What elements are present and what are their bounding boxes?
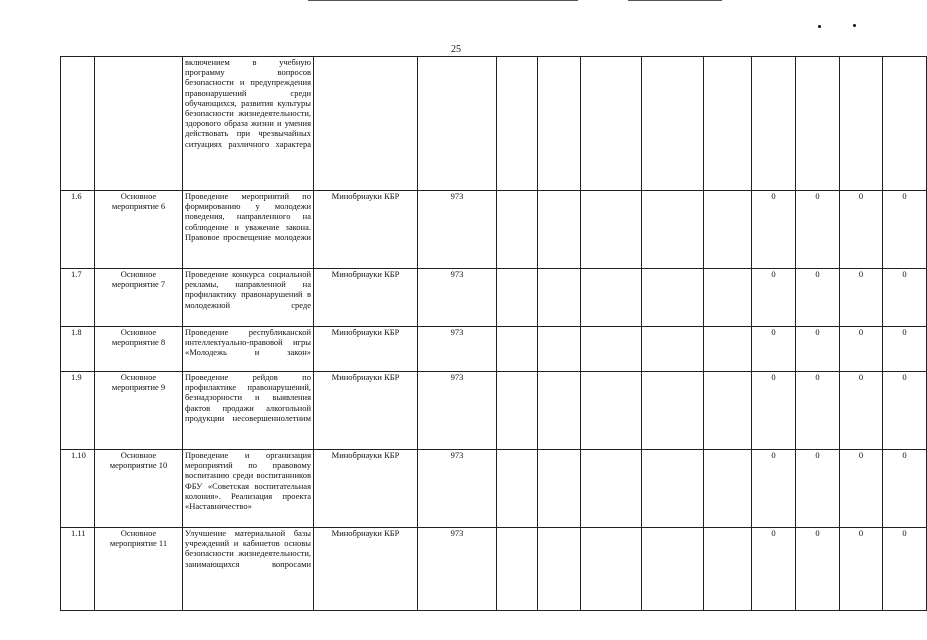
description-cell: включением в учебную программу вопросов безопасности и предупреждения правонарушений среди обучающихся, развития культуры безопасности жизнедеятельности, здорового образа жизни и умения действовать при чрезвычайных ситуациях различного характера — [183, 57, 314, 191]
event-cell: Основное мероприятие 10 — [95, 450, 183, 528]
empty-cell — [497, 191, 538, 269]
event-cell: Основное мероприятие 11 — [95, 528, 183, 611]
scan-dot — [853, 24, 856, 27]
empty-cell — [704, 57, 752, 191]
table-row — [61, 450, 927, 528]
row-number-cell: 1.9 — [61, 372, 95, 450]
table-row — [61, 327, 927, 372]
responsible-cell: Минобрнауки КБР — [314, 450, 418, 528]
empty-cell — [704, 450, 752, 528]
row-number-cell: 1.11 — [61, 528, 95, 611]
row-number-cell: 1.8 — [61, 327, 95, 372]
value-cell: 0 — [883, 269, 927, 327]
code-cell: 973 — [418, 372, 497, 450]
value-cell: 0 — [840, 450, 883, 528]
empty-cell — [538, 327, 581, 372]
empty-cell — [497, 372, 538, 450]
empty-cell — [704, 269, 752, 327]
value-cell: 0 — [883, 191, 927, 269]
empty-cell — [538, 450, 581, 528]
empty-cell — [538, 528, 581, 611]
value-cell: 0 — [796, 372, 840, 450]
code-cell: 973 — [418, 450, 497, 528]
empty-cell — [883, 57, 927, 191]
empty-cell — [497, 327, 538, 372]
description-cell: Проведение конкурса социальной рекламы, направленной на профилактику правонарушений в молодежной среде — [183, 269, 314, 327]
value-cell: 0 — [752, 269, 796, 327]
table-row — [61, 191, 927, 269]
empty-cell — [642, 57, 704, 191]
empty-cell — [704, 191, 752, 269]
empty-cell — [581, 327, 642, 372]
empty-cell — [642, 450, 704, 528]
code-cell: 973 — [418, 327, 497, 372]
table-row — [61, 528, 927, 611]
empty-cell — [581, 191, 642, 269]
empty-cell — [497, 528, 538, 611]
event-cell: Основное мероприятие 6 — [95, 191, 183, 269]
value-cell: 0 — [752, 528, 796, 611]
value-cell: 0 — [752, 327, 796, 372]
empty-cell — [497, 269, 538, 327]
value-cell: 0 — [840, 269, 883, 327]
value-cell: 0 — [752, 191, 796, 269]
empty-cell — [581, 372, 642, 450]
value-cell: 0 — [796, 528, 840, 611]
value-cell: 0 — [840, 528, 883, 611]
description-cell: Проведение рейдов по профилактике правонарушений, безнадзорности и выявления фактов продажи алкогольной продукции несовершеннолетним — [183, 372, 314, 450]
code-cell: 973 — [418, 269, 497, 327]
value-cell: 0 — [883, 372, 927, 450]
empty-cell — [581, 57, 642, 191]
empty-cell — [538, 57, 581, 191]
empty-cell — [497, 450, 538, 528]
responsible-cell: Минобрнауки КБР — [314, 528, 418, 611]
value-cell: 0 — [796, 269, 840, 327]
empty-cell — [497, 57, 538, 191]
row-number-cell — [61, 57, 95, 191]
value-cell: 0 — [752, 450, 796, 528]
scan-top-line-right — [628, 0, 722, 1]
empty-cell — [642, 269, 704, 327]
page-number: 25 — [451, 44, 461, 55]
code-cell: 973 — [418, 528, 497, 611]
responsible-cell: Минобрнауки КБР — [314, 191, 418, 269]
empty-cell — [704, 327, 752, 372]
empty-cell — [418, 57, 497, 191]
table-row — [61, 57, 927, 191]
empty-cell — [642, 528, 704, 611]
row-number-cell: 1.7 — [61, 269, 95, 327]
scan-top-line-left — [308, 0, 578, 1]
table-row — [61, 372, 927, 450]
empty-cell — [538, 191, 581, 269]
code-cell: 973 — [418, 191, 497, 269]
empty-cell — [796, 57, 840, 191]
value-cell: 0 — [840, 191, 883, 269]
empty-cell — [704, 372, 752, 450]
empty-cell — [752, 57, 796, 191]
event-cell: Основное мероприятие 9 — [95, 372, 183, 450]
responsible-cell: Минобрнауки КБР — [314, 372, 418, 450]
table-row — [61, 269, 927, 327]
empty-cell — [642, 191, 704, 269]
description-cell: Улучшение материальной базы учреждений и кабинетов основы безопасности жизнедеятельности, занимающихся вопросами — [183, 528, 314, 611]
empty-cell — [538, 372, 581, 450]
value-cell: 0 — [796, 191, 840, 269]
empty-cell — [642, 327, 704, 372]
value-cell: 0 — [796, 450, 840, 528]
empty-cell — [314, 57, 418, 191]
description-cell: Проведение и организация мероприятий по правовому воспитанию среди воспитанников ФБУ «Советская воспитательная колония». Реализация проекта «Наставничество» — [183, 450, 314, 528]
value-cell: 0 — [796, 327, 840, 372]
value-cell: 0 — [752, 372, 796, 450]
event-cell: Основное мероприятие 7 — [95, 269, 183, 327]
value-cell: 0 — [883, 450, 927, 528]
event-cell: Основное мероприятие 8 — [95, 327, 183, 372]
empty-cell — [704, 528, 752, 611]
empty-cell — [538, 269, 581, 327]
empty-cell — [840, 57, 883, 191]
empty-cell — [581, 450, 642, 528]
value-cell: 0 — [883, 528, 927, 611]
row-number-cell: 1.6 — [61, 191, 95, 269]
scan-dot — [818, 25, 821, 28]
empty-cell — [642, 372, 704, 450]
value-cell: 0 — [840, 327, 883, 372]
row-number-cell: 1.10 — [61, 450, 95, 528]
program-table — [60, 56, 927, 611]
responsible-cell: Минобрнауки КБР — [314, 327, 418, 372]
description-cell: Проведение республиканской интеллектуально-правовой игры «Молодежь и закон» — [183, 327, 314, 372]
description-cell: Проведение мероприятий по формированию у молодежи поведения, направленного на соблюдение и уважение закона. Правовое просвещение молодежи — [183, 191, 314, 269]
empty-cell — [581, 528, 642, 611]
empty-cell — [581, 269, 642, 327]
value-cell: 0 — [883, 327, 927, 372]
responsible-cell: Минобрнауки КБР — [314, 269, 418, 327]
event-cell — [95, 57, 183, 191]
value-cell: 0 — [840, 372, 883, 450]
